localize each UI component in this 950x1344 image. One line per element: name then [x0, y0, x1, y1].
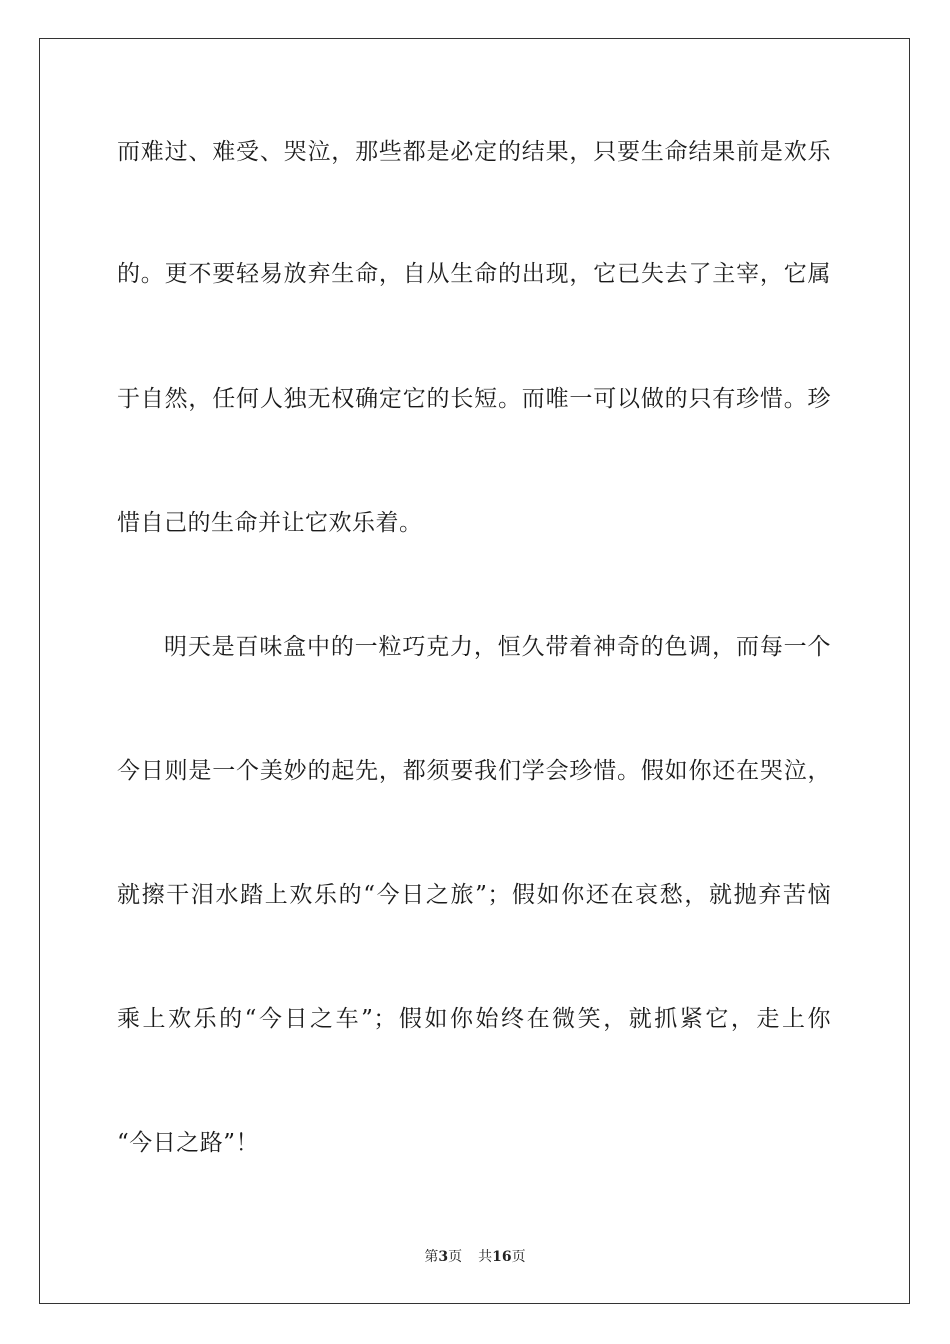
- paragraph-line: 于自然，任何人独无权确定它的长短。而唯一可以做的只有珍惜。珍: [117, 386, 831, 412]
- paragraph-line: 乘上欢乐的“今日之车”；假如你始终在微笑，就抓紧它，走上你: [117, 1006, 831, 1032]
- paragraph-line: 今日则是一个美妙的起先，都须要我们学会珍惜。假如你还在哭泣，: [117, 758, 831, 784]
- page-number: 第3页: [424, 1249, 463, 1265]
- page-total: 共16页: [478, 1249, 526, 1265]
- paragraph-line: 惜自己的生命并让它欢乐着。: [117, 510, 423, 536]
- page-footer: [0, 1248, 950, 1266]
- paragraph-line: 就擦干泪水踏上欢乐的“今日之旅”；假如你还在哀愁，就抛弃苦恼: [117, 882, 831, 908]
- paragraph-line: 而难过、难受、哭泣，那些都是必定的结果，只要生命结果前是欢乐: [117, 139, 831, 165]
- paragraph-line: 明天是百味盒中的一粒巧克力，恒久带着神奇的色调，而每一个: [164, 634, 831, 660]
- page-border: [39, 38, 910, 1304]
- paragraph-line: “今日之路”！: [117, 1130, 260, 1156]
- paragraph-line: 的。更不要轻易放弃生命，自从生命的出现，它已失去了主宰，它属: [117, 261, 831, 287]
